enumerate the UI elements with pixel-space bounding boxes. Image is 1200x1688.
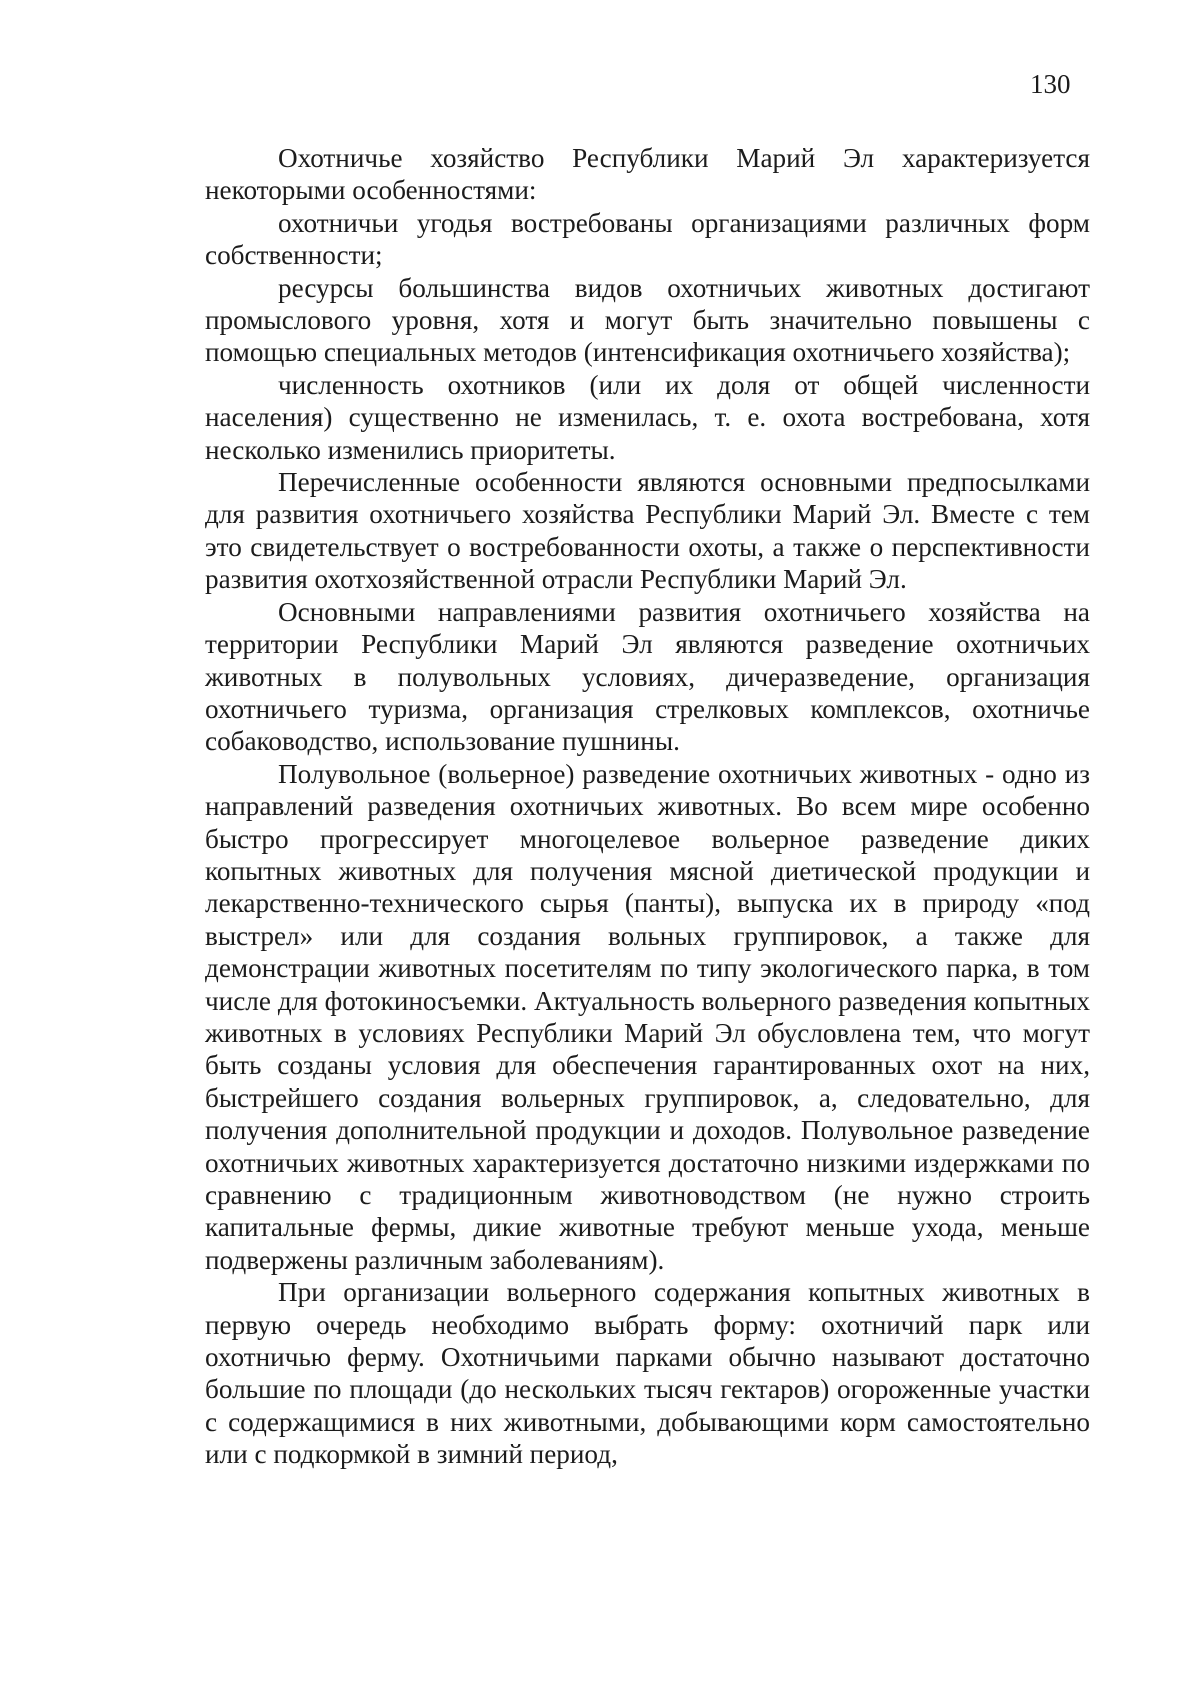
paragraph: Перечисленные особенности являются основными предпосылками для развития охотничьего хозяйства Республики Марий Эл. Вместе с тем это свидетельствует о востребованности охоты, а также о перспективности развития охотхозяйственной отрасли Республики Марий Эл. [205,467,1090,595]
paragraph: ресурсы большинства видов охотничьих животных достигают промыслового уровня, хотя и могут быть значительно повышены с помощью специальных методов (интенсификация охотничьего хозяйства); [205,272,1090,368]
paragraph: Основными направлениями развития охотничьего хозяйства на территории Республики Марий Эл являются разведение охотничьих животных в полувольных условиях, дичеразведение, организация охотничьего туризма, организация стрелковых комплексов, охотничье собаководство, использование пушнины. [205,596,1090,757]
paragraph: численность охотников (или их доля от общей численности населения) существенно не изменилась, т. е. охота востребована, хотя несколько изменились приоритеты. [205,369,1090,465]
paragraph: Полувольное (вольерное) разведение охотничьих животных - одно из направлений разведения охотничьих животных. Во всем мире особенно быстро прогрессирует многоцелевое вольерное разведение диких копытных животных для получения мясной диетической продукции и лекарственно-технического сырья (панты), выпуска их в природу «под выстрел» или для создания вольных группировок, а также для демонстрации животных посетителям по типу экологического парка, в том числе для фотокиносъемки. Актуальность вольерного разведения копытных животных в условиях Республики Марий Эл обусловлена тем, что могут быть созданы условия для обеспечения гарантированных охот на них, быстрейшего создания вольерных группировок, а, следовательно, для получения дополнительной продукции и доходов. Полувольное разведение охотничьих животных характеризуется достаточно низкими издержками по сравнению с традиционным животноводством (не нужно строить капитальные фермы, дикие животные требуют меньше ухода, меньше подвержены различным заболеваниям). [205,758,1090,1275]
document-body [205,142,1090,1471]
page-number: 130 [1030,69,1071,99]
paragraph: При организации вольерного содержания копытных животных в первую очередь необходимо выбрать форму: охотничий парк или охотничью ферму. Охотничьими парками обычно называют достаточно большие по площади (до нескольких тысяч гектаров) огороженные участки с содержащимися в них животными, добывающими корм самостоятельно или с подкормкой в зимний период, [205,1277,1090,1470]
paragraph: Охотничье хозяйство Республики Марий Эл характеризуется некоторыми особенностями: [205,143,1090,206]
paragraph: охотничьи угодья востребованы организациями различных форм собственности; [205,207,1090,271]
